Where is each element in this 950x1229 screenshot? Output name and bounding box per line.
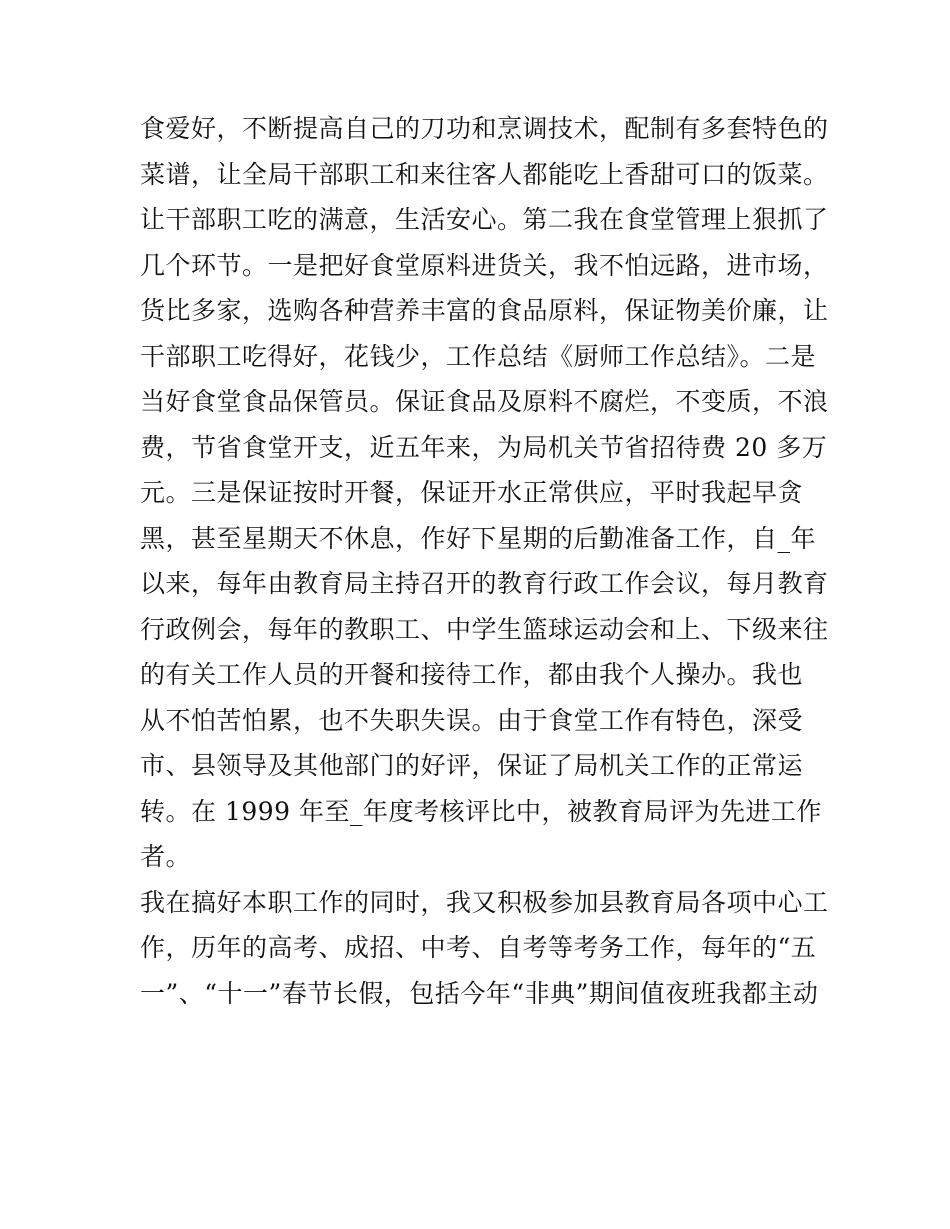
text-line: 作，历年的高考、成招、中考、自考等考务工作，每年的“五	[140, 933, 817, 962]
text-line: 以来，每年由教育局主持召开的教育行政工作会议，每月教育	[140, 569, 829, 598]
text-line: 几个环节。一是把好食堂原料进货关，我不怕远路，进市场，	[140, 250, 829, 280]
text-line: 我在搞好本职工作的同时，我又积极参加县教育局各项中心工	[140, 887, 829, 917]
text-line: 食爱好，不断提高自己的刀功和烹调技术，配制有多套特色的	[140, 114, 829, 143]
text-line: 转。在 1999 年至_年度考核评比中，被教育局评为先进工作	[140, 796, 823, 826]
text-line: 行政例会，每年的教职工、中学生篮球运动会和上、下级来往	[140, 614, 829, 644]
text-line: 一”、“十一”春节长假，包括今年“非典”期间值夜班我都主动	[140, 978, 819, 1008]
text-line: 货比多家，选购各种营养丰富的食品原料，保证物美价廉，让	[140, 296, 829, 325]
text-line: 元。三是保证按时开餐，保证开水正常供应，平时我起早贪	[140, 478, 804, 507]
text-line: 黑，甚至星期天不休息，作好下星期的后勤准备工作，自_年	[140, 523, 817, 553]
text-line: 从不怕苦怕累，也不失职失误。由于食堂工作有特色，深受	[140, 705, 804, 735]
text-line: 菜谱，让全局干部职工和来往客人都能吃上香甜可口的饭菜。	[140, 159, 829, 189]
text-line: 的有关工作人员的开餐和接待工作，都由我个人操办。我也	[140, 660, 804, 689]
text-line: 费，节省食堂开支，近五年来，为局机关节省招待费 20 多万	[140, 432, 828, 462]
text-line: 者。	[140, 842, 192, 871]
text-line: 干部职工吃得好，花钱少，工作总结《厨师工作总结》。二是	[140, 341, 817, 371]
text-line: 让干部职工吃的满意，生活安心。第二我在食堂管理上狠抓了	[140, 205, 829, 234]
document-body	[140, 106, 829, 1016]
text-line: 当好食堂食品保管员。保证食品及原料不腐烂，不变质，不浪	[140, 387, 829, 416]
text-line: 市、县领导及其他部门的好评，保证了局机关工作的正常运	[140, 751, 804, 780]
